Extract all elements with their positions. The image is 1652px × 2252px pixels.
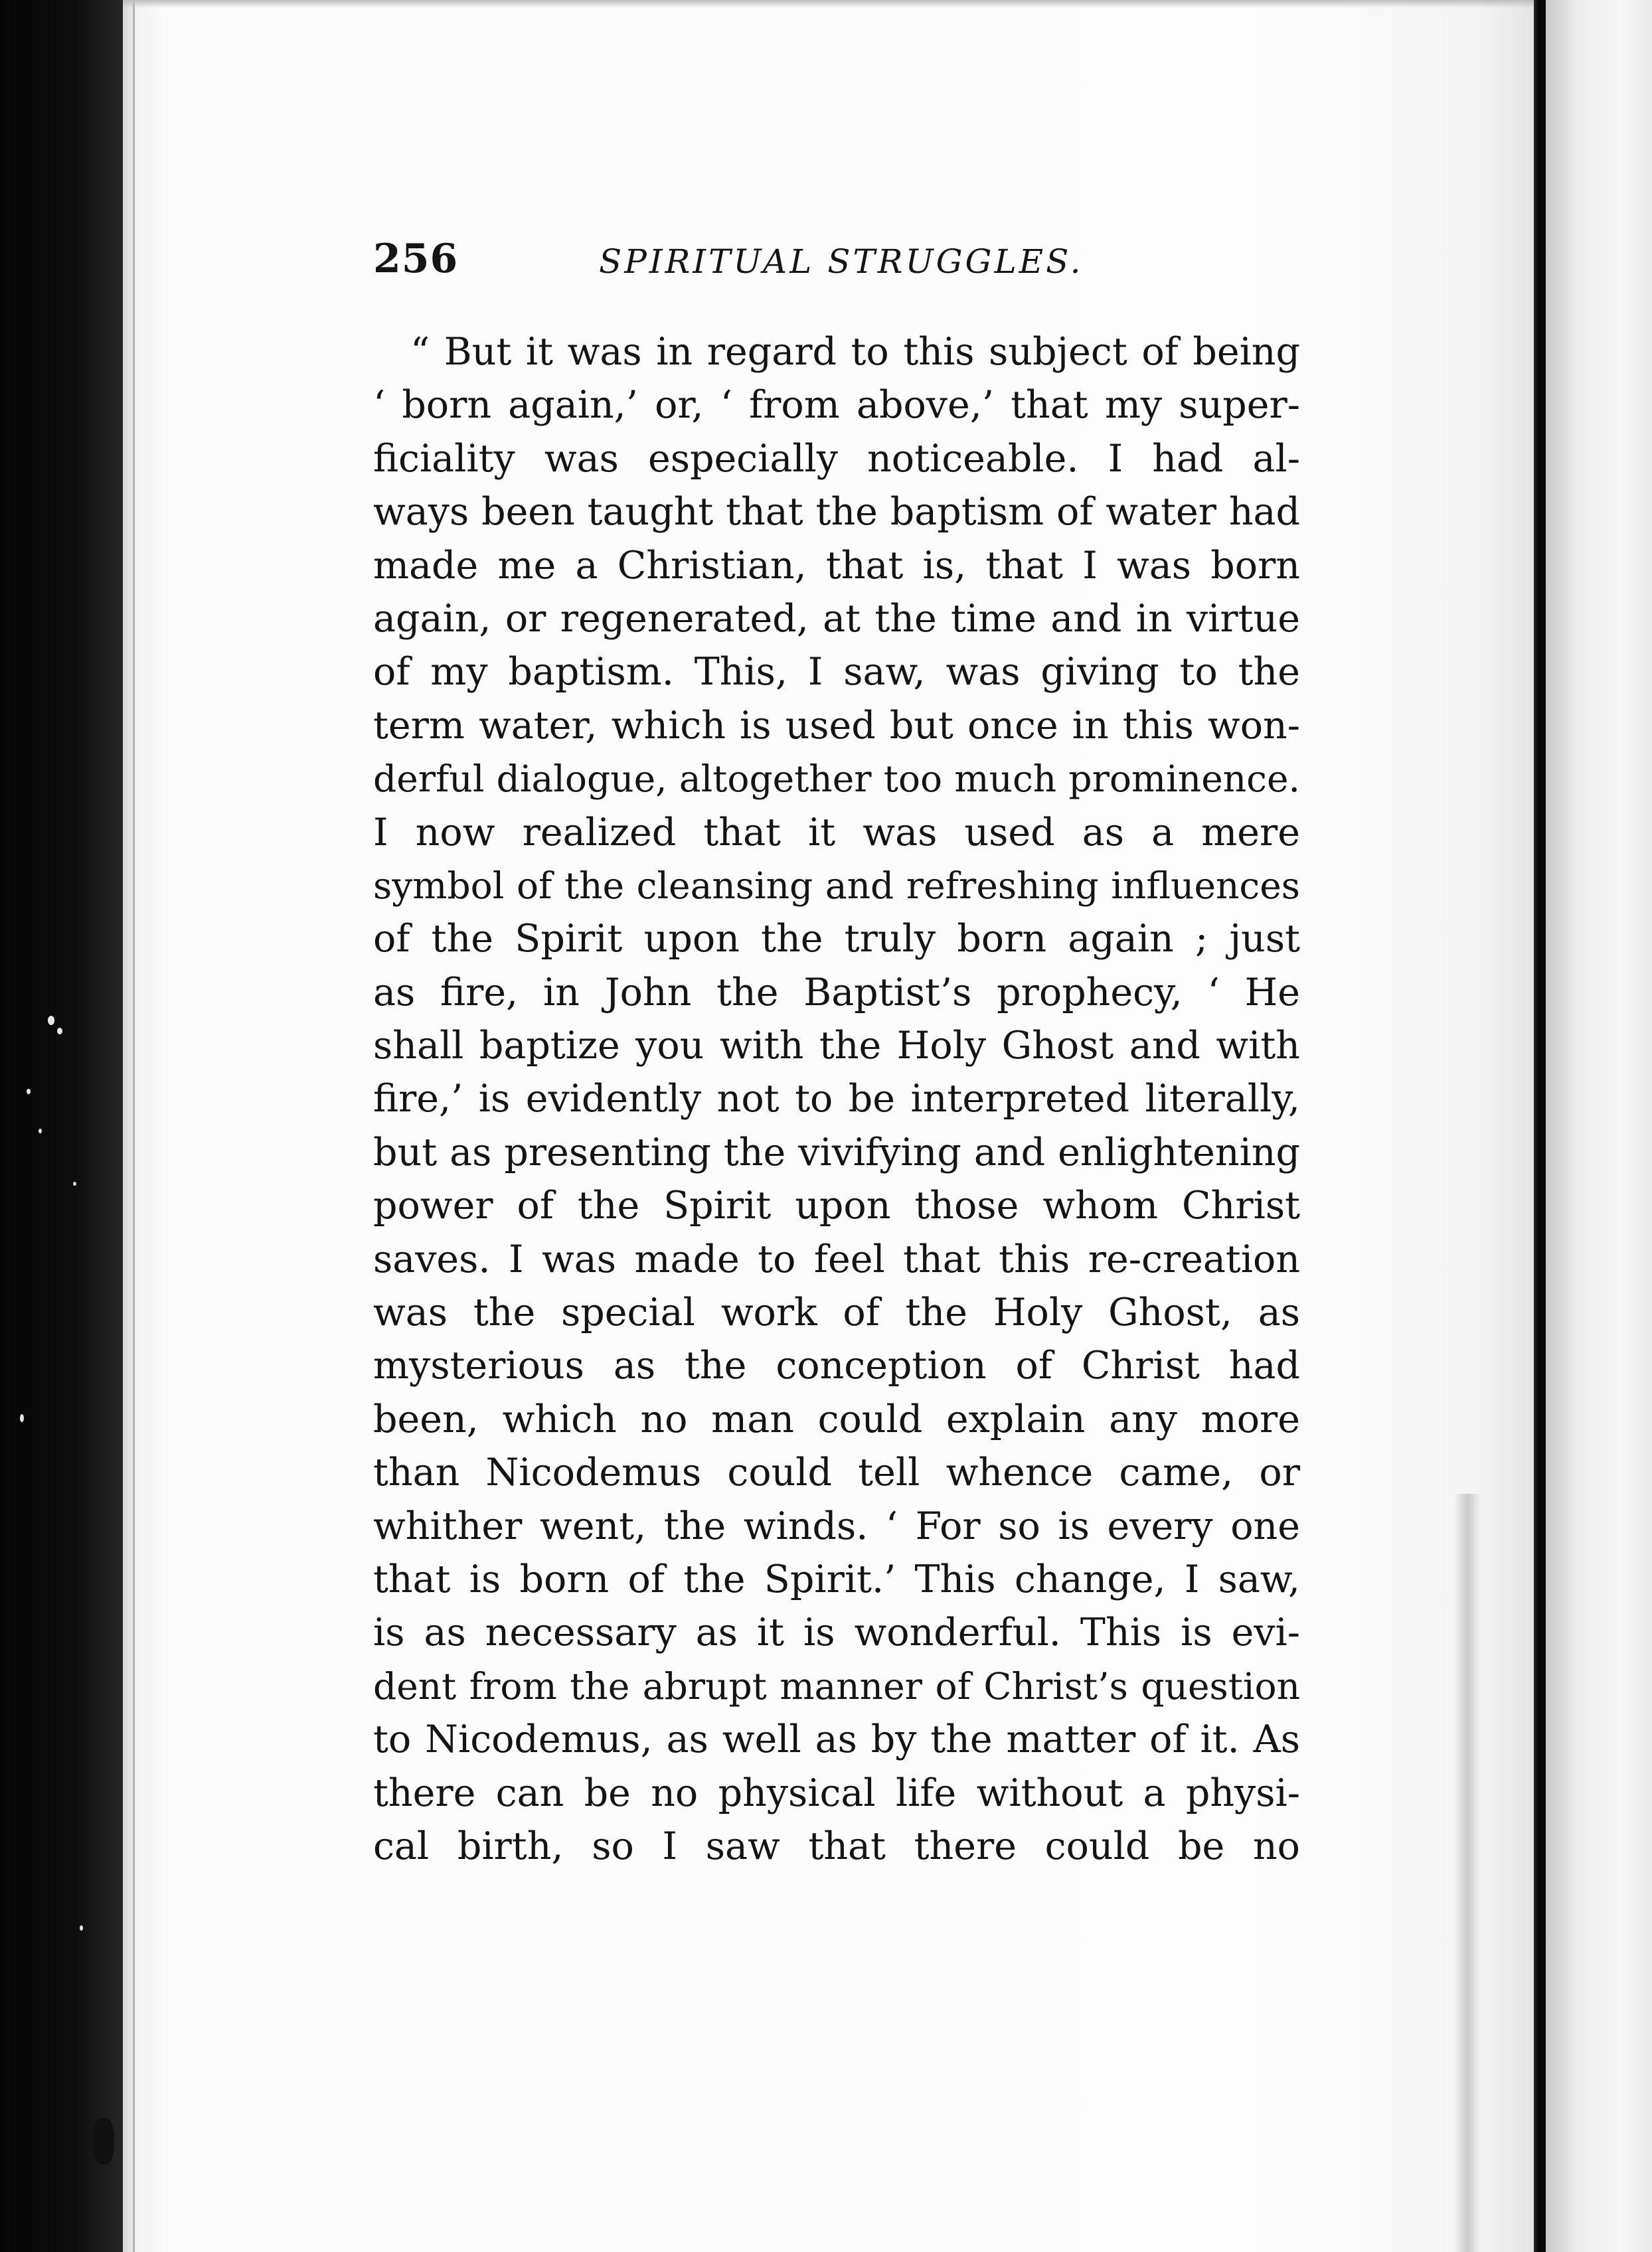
page-header: [373, 236, 1300, 295]
text-line: cal birth, so I saw that there could be no: [373, 1824, 1300, 1868]
text-line: to Nicodemus, as well as by the matter of it. As: [373, 1718, 1300, 1762]
text-line: made me a Christian, that is, that I was born: [373, 543, 1300, 588]
speck: [39, 1129, 42, 1133]
binding-mark: [93, 2118, 114, 2164]
text-line: been, which no man could explain any more: [373, 1397, 1300, 1441]
text-line: whither went, the winds. ‘ For so is every one: [373, 1504, 1300, 1548]
page-edge-line: [133, 0, 135, 2252]
text-line: derful dialogue, altogether too much prominence.: [373, 758, 1300, 801]
text-line: “ But it was in regard to this subject of being: [410, 330, 1300, 374]
gutter-fold: [1534, 0, 1546, 2252]
binding-edge: [0, 0, 123, 2252]
text-line: ficiality was especially noticeable. I had al-: [373, 436, 1300, 481]
text-line: term water, which is used but once in this won-: [373, 703, 1300, 748]
text-line: symbol of the cleansing and refreshing influences: [373, 864, 1300, 907]
text-line: again, or regenerated, at the time and in virtue: [373, 596, 1300, 641]
speck: [20, 1414, 24, 1422]
text-line: as fire, in John the Baptist’s prophecy, ‘ He: [373, 970, 1300, 1014]
text-line: there can be no physical life without a physi-: [373, 1771, 1300, 1815]
text-line: dent from the abrupt manner of Christ’s question: [373, 1664, 1300, 1708]
text-line: saves. I was made to feel that this re-creation: [373, 1237, 1300, 1281]
text-line: is as necessary as it is wonderful. This is evi-: [373, 1611, 1300, 1655]
text-line: ways been taught that the baptism of water had: [373, 490, 1300, 534]
speck: [27, 1089, 31, 1094]
running-head: SPIRITUAL STRUGGLES.: [599, 242, 1084, 281]
text-line: fire,’ is evidently not to be interpreted literally,: [373, 1077, 1300, 1121]
page-top-edge: [123, 0, 1534, 8]
speck: [48, 1016, 54, 1025]
speck: [57, 1028, 62, 1034]
text-line: but as presenting the vivifying and enlightening: [373, 1130, 1300, 1174]
text-line: shall baptize you with the Holy Ghost and with: [373, 1024, 1300, 1068]
speck: [80, 1925, 83, 1931]
text-line: of my baptism. This, I saw, was giving to the: [373, 650, 1300, 694]
text-line: mysterious as the conception of Christ had: [373, 1344, 1300, 1388]
page-fold-shadow: [1454, 1494, 1481, 2252]
body-text: [373, 325, 1300, 1873]
text-line: was the special work of the Holy Ghost, as: [373, 1291, 1300, 1335]
page-number: 256: [373, 236, 459, 282]
text-line: that is born of the Spirit.’ This change, I saw,: [373, 1557, 1300, 1601]
text-line: of the Spirit upon the truly born again ; just: [373, 917, 1300, 961]
text-line: ‘ born again,’ or, ‘ from above,’ that my super-: [373, 383, 1300, 428]
text-line: I now realized that it was used as a mere: [373, 810, 1300, 854]
speck: [73, 1182, 76, 1186]
text-line: power of the Spirit upon those whom Christ: [373, 1184, 1300, 1228]
text-line: than Nicodemus could tell whence came, or: [373, 1451, 1300, 1495]
facing-page-edge: [1546, 0, 1652, 2252]
